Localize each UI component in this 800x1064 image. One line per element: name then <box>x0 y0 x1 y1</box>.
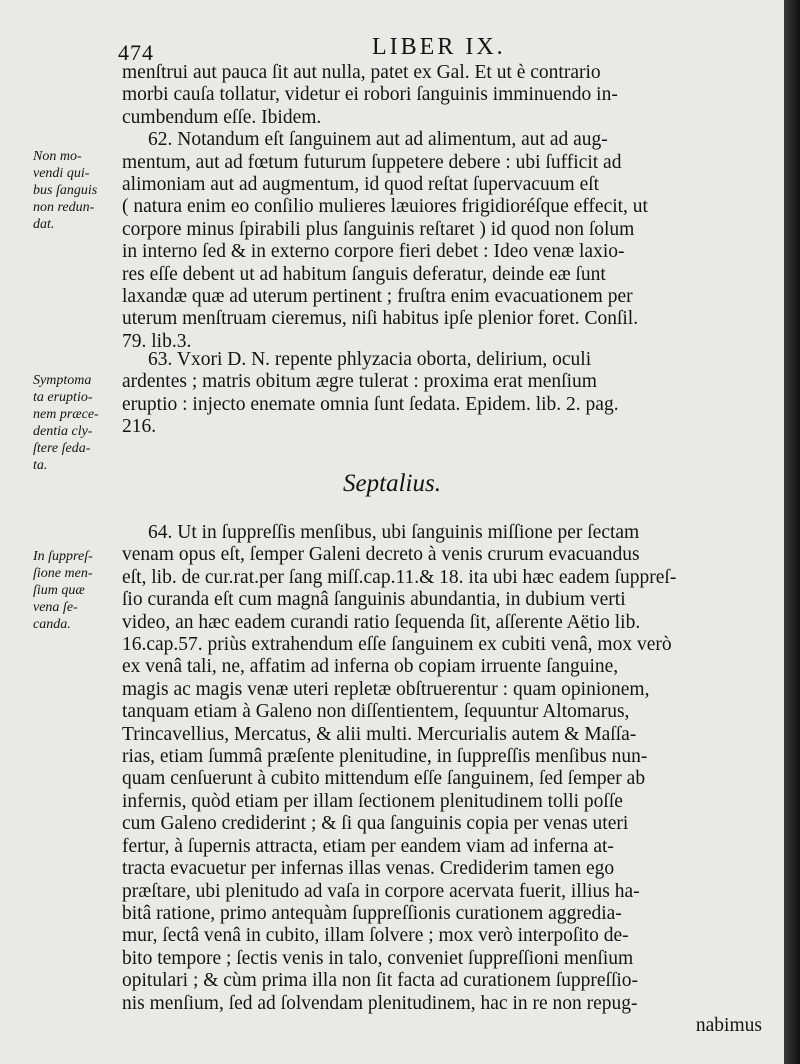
text-line: ſio curanda eſt cum magnâ ſanguinis abundantia, in dubium verti <box>122 589 626 611</box>
text-line: bitâ ratione, primo antequàm ſuppreſſionis curationem aggredia- <box>122 902 622 924</box>
text-line: 79. lib.3. <box>122 330 192 352</box>
marginal-line: ſium quæ <box>33 583 85 598</box>
marginal-note-1 <box>33 148 125 233</box>
text-line: 63. Vxori D. N. repente phlyzacia oborta, delirium, oculi <box>148 349 592 370</box>
text-line: eruptio : injecto enemate omnia ſunt ſedata. Epidem. lib. 2. pag. <box>122 393 619 415</box>
text-line: corpore minus ſpirabili plus ſanguinis reſtaret ) id quod non ſolum <box>122 218 635 240</box>
text-block-2 <box>122 349 762 439</box>
text-line: 62. Notandum eſt ſanguinem aut ad alimentum, aut ad aug- <box>148 129 608 151</box>
text-line: tracta evacuetur per infernas illas venas. Crediderim tamen ego <box>122 858 615 880</box>
marginal-line: vena ſe- <box>33 600 78 615</box>
text-line: cumbendum eſſe. Ibidem. <box>122 106 322 128</box>
text-line: infernis, quòd etiam per illam ſectionem plenitudinem tolli poſſe <box>122 790 623 812</box>
marginal-line: bus ſanguis <box>33 183 98 198</box>
text-line: fertur, à ſupernis attracta, etiam per eandem viam ad inferna at- <box>122 835 614 857</box>
section-title: Septalius. <box>343 470 441 497</box>
marginal-line: Symptoma <box>33 373 92 388</box>
marginal-line: canda. <box>33 617 71 632</box>
marginal-line: dentia cly- <box>33 424 93 439</box>
marginal-line: vendi qui- <box>33 166 90 181</box>
text-line: mentum, aut ad fœtum futurum ſuppetere debere : ubi ſufficit ad <box>122 151 622 173</box>
text-line: ( natura enim eo conſilio mulieres læuiores frigidioréſque effecit, ut <box>122 196 648 218</box>
marginal-note-3 <box>33 548 125 633</box>
text-line: laxandæ quæ ad uterum pertinent ; fruſtra enim evacuationem per <box>122 286 633 308</box>
marginal-line: dat. <box>33 217 55 232</box>
marginal-line: ſione men- <box>33 566 93 581</box>
text-line: 64. Ut in ſuppreſſis menſibus, ubi ſanguinis miſſione per ſectam <box>148 522 640 543</box>
text-block-1 <box>122 62 762 353</box>
marginal-line: ta eruptio- <box>33 390 93 405</box>
book-spine-edge <box>784 0 800 1064</box>
marginal-line: In ſuppreſ- <box>33 549 93 564</box>
text-line: alimoniam aut ad augmentum, id quod reſtat ſupervacuum eſt <box>122 174 600 196</box>
marginal-line: nem præce- <box>33 407 99 422</box>
marginal-line: non redun- <box>33 200 95 215</box>
text-line: uterum menſtruam cieremus, niſi habitus ipſe plenior foret. Conſil. <box>122 308 639 330</box>
text-line: venam opus eſt, ſemper Galeni decreto à venis crurum evacuandus <box>122 544 640 566</box>
text-line: mur, ſectâ venâ in cubito, illam ſolvere ; mox verò interpoſito de- <box>122 925 629 947</box>
text-line: morbi cauſa tollatur, videtur ei robori ſanguinis imminuendo in- <box>122 84 618 106</box>
marginal-line: ta. <box>33 458 48 473</box>
text-line: menſtrui aut pauca ſit aut nulla, patet ex Gal. Et ut è contrario <box>122 62 601 83</box>
marginal-note-2 <box>33 372 125 474</box>
text-line: 216. <box>122 416 157 438</box>
text-line: Trincavellius, Mercatus, & alii multi. Mercurialis autem & Maſſa- <box>122 723 637 745</box>
running-head: LIBER IX. <box>372 34 506 60</box>
text-line: ardentes ; matris obitum ægre tulerat : proxima erat menſium <box>122 371 597 393</box>
marginal-line: Non mo- <box>33 149 82 164</box>
text-line: rias, etiam ſummâ præſente plenitudine, in ſuppreſſis menſibus nun- <box>122 746 648 768</box>
text-line: bito tempore ; ſectis venis in talo, conveniet ſuppreſſioni menſium <box>122 947 634 969</box>
text-block-3 <box>122 522 762 1037</box>
text-line: tanquam etiam à Galeno non diſſentientem, ſequuntur Altomarus, <box>122 701 630 723</box>
text-line: cum Galeno crediderint ; & ſi qua ſanguinis copia per venas uteri <box>122 813 629 835</box>
text-line: in interno ſed & in externo corpore fieri debet : Ideo venæ laxio- <box>122 241 625 263</box>
text-line: nabimus <box>695 1014 762 1036</box>
text-line: præſtare, ubi plenitudo ad vaſa in corpore acervata fuerit, illius ha- <box>122 880 640 902</box>
text-line: magis ac magis venæ uteri repletæ obſtruerentur : quam opinionem, <box>122 678 650 700</box>
text-line: video, an hæc eadem curandi ratio ſequenda ſit, aſſerente Aëtio lib. <box>122 611 641 633</box>
text-line: 16.cap.57. priùs extrahendum eſſe ſanguinem ex cubiti venâ, mox verò <box>122 634 672 656</box>
text-line: nis menſium, ſed ad ſolvendam plenitudinem, hac in re non repug- <box>122 992 638 1014</box>
text-line: ex venâ tali, ne, affatim ad inferna ob copiam irruente ſanguine, <box>122 656 619 678</box>
text-line: eſt, lib. de cur.rat.per ſang miſſ.cap.11.& 18. ita ubi hæc eadem ſuppreſ- <box>122 566 677 588</box>
text-line: opitulari ; & cùm prima illa non ſit facta ad curationem ſuppreſſio- <box>122 970 639 992</box>
page-number: 474 <box>118 40 154 65</box>
text-line: quam cenſuerunt à cubito mittendum eſſe ſanguinem, ſed ſemper ab <box>122 768 646 790</box>
marginal-line: ſtere ſeda- <box>33 441 91 456</box>
text-line: res eſſe debent ut ad habitum ſanguis deferatur, deinde eæ ſunt <box>122 263 606 285</box>
